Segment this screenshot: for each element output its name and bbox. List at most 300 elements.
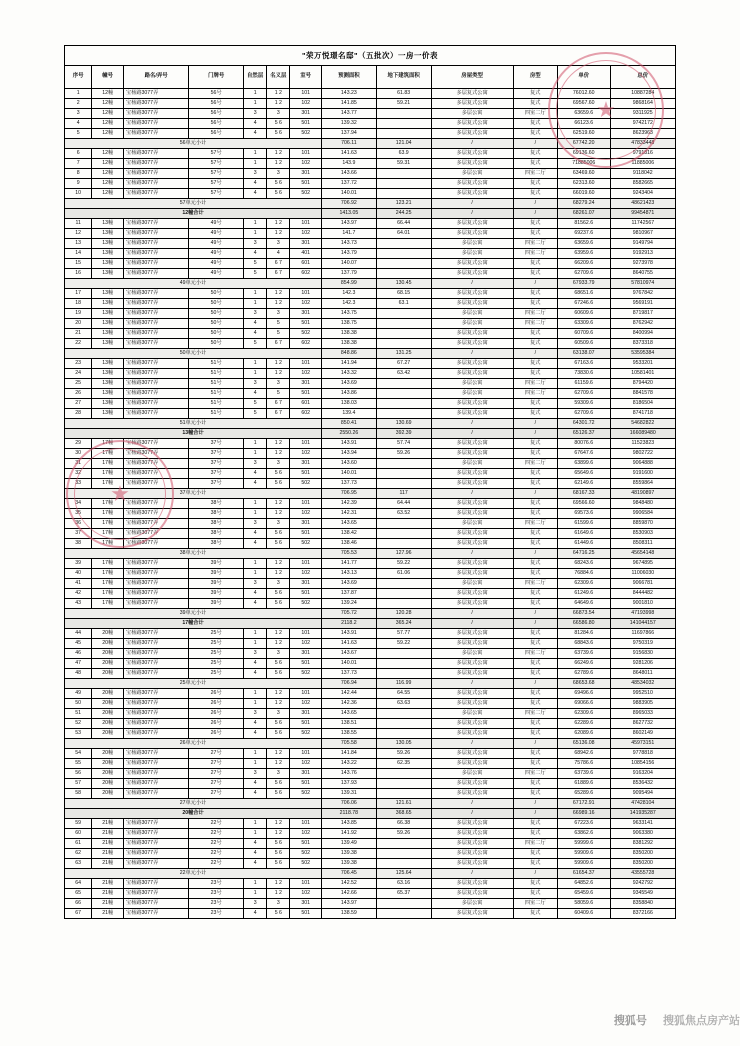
cell-unit-price: 75786.6 xyxy=(557,759,610,769)
subtotal-pre-area: 706.06 xyxy=(321,799,376,809)
cell-total-price: 9156830 xyxy=(610,649,675,659)
cell-unit-price: 67246.6 xyxy=(557,299,610,309)
cell-nominal-floor: 5 6 xyxy=(267,599,290,609)
cell-room: 101 xyxy=(290,879,322,889)
subtotal-underground-area: 123.21 xyxy=(376,199,431,209)
cell-pre-area: 143.65 xyxy=(321,519,376,529)
cell-road: 宝杨路3077弄 xyxy=(123,859,188,869)
cell-unit-price: 61649.6 xyxy=(557,529,610,539)
cell-underground-area xyxy=(376,319,431,329)
cell-building: 17幢 xyxy=(92,529,124,539)
cell-underground-area xyxy=(376,539,431,549)
cell-nominal-floor: 1 2 xyxy=(267,749,290,759)
cell-unit-price: 73830.6 xyxy=(557,369,610,379)
cell-natural-floor: 1 xyxy=(244,89,267,99)
table-row xyxy=(65,719,676,729)
cell-pre-area: 141.92 xyxy=(321,829,376,839)
table-row xyxy=(65,189,676,199)
cell-underground-area xyxy=(376,269,431,279)
cell-layout: 四室二厅 xyxy=(513,169,557,179)
cell-unit-price: 63659.6 xyxy=(557,239,610,249)
cell-natural-floor: 1 xyxy=(244,629,267,639)
cell-house-type: 多层公寓 xyxy=(431,309,513,319)
subtotal-house-type: / xyxy=(431,739,513,749)
cell-door: 37号 xyxy=(189,459,244,469)
table-row xyxy=(65,829,676,839)
table-row xyxy=(65,359,676,369)
cell-nominal-floor: 5 6 xyxy=(267,659,290,669)
cell-door: 27号 xyxy=(189,749,244,759)
cell-layout: 复式 xyxy=(513,469,557,479)
cell-building: 21幢 xyxy=(92,889,124,899)
cell-road: 宝杨路3077弄 xyxy=(123,149,188,159)
cell-unit-price: 62149.6 xyxy=(557,479,610,489)
cell-pre-area: 139.38 xyxy=(321,859,376,869)
cell-building: 17幢 xyxy=(92,569,124,579)
subtotal-unit-price: 68261.07 xyxy=(557,209,610,219)
cell-room: 102 xyxy=(290,569,322,579)
cell-total-price: 8859870 xyxy=(610,519,675,529)
cell-seq: 41 xyxy=(65,579,92,589)
table-row xyxy=(65,449,676,459)
cell-door: 50号 xyxy=(189,319,244,329)
cell-nominal-floor: 1 2 xyxy=(267,629,290,639)
cell-nominal-floor: 1 2 xyxy=(267,569,290,579)
cell-seq: 27 xyxy=(65,399,92,409)
cell-door: 51号 xyxy=(189,409,244,419)
cell-natural-floor: 3 xyxy=(244,169,267,179)
cell-road: 宝杨路3077弄 xyxy=(123,289,188,299)
cell-layout: 复式 xyxy=(513,539,557,549)
cell-pre-area: 138.59 xyxy=(321,909,376,919)
table-row xyxy=(65,329,676,339)
cell-underground-area: 64.44 xyxy=(376,499,431,509)
cell-underground-area: 66.44 xyxy=(376,219,431,229)
cell-seq: 61 xyxy=(65,839,92,849)
cell-building: 21幢 xyxy=(92,829,124,839)
table-row xyxy=(65,169,676,179)
subtotal-total-price: 166089480 xyxy=(610,429,675,439)
cell-natural-floor: 3 xyxy=(244,109,267,119)
unit-subtotal-row xyxy=(65,799,676,809)
cell-house-type: 多层复式公寓 xyxy=(431,819,513,829)
cell-building: 13幢 xyxy=(92,329,124,339)
cell-seq: 35 xyxy=(65,509,92,519)
cell-natural-floor: 4 xyxy=(244,599,267,609)
cell-seq: 56 xyxy=(65,769,92,779)
cell-nominal-floor: 1 2 xyxy=(267,229,290,239)
table-row xyxy=(65,689,676,699)
cell-pre-area: 137.73 xyxy=(321,669,376,679)
table-row xyxy=(65,529,676,539)
cell-underground-area: 59.31 xyxy=(376,159,431,169)
cell-total-price: 9802722 xyxy=(610,449,675,459)
cell-room: 601 xyxy=(290,259,322,269)
cell-house-type: 多层复式公寓 xyxy=(431,759,513,769)
subtotal-layout: / xyxy=(513,209,557,219)
cell-natural-floor: 4 xyxy=(244,669,267,679)
cell-door: 25号 xyxy=(189,649,244,659)
cell-room: 502 xyxy=(290,539,322,549)
cell-underground-area: 59.26 xyxy=(376,749,431,759)
cell-total-price: 9868164 xyxy=(610,99,675,109)
cell-underground-area: 62.35 xyxy=(376,759,431,769)
cell-underground-area xyxy=(376,709,431,719)
cell-layout: 复式 xyxy=(513,129,557,139)
cell-room: 502 xyxy=(290,189,322,199)
cell-underground-area xyxy=(376,579,431,589)
cell-unit-price: 63309.6 xyxy=(557,319,610,329)
cell-door: 23号 xyxy=(189,899,244,909)
cell-underground-area xyxy=(376,649,431,659)
cell-building: 17幢 xyxy=(92,469,124,479)
cell-seq: 38 xyxy=(65,539,92,549)
cell-building: 20幢 xyxy=(92,649,124,659)
cell-seq: 31 xyxy=(65,459,92,469)
cell-building: 13幢 xyxy=(92,369,124,379)
cell-underground-area xyxy=(376,589,431,599)
cell-seq: 44 xyxy=(65,629,92,639)
table-row xyxy=(65,559,676,569)
cell-underground-area xyxy=(376,389,431,399)
cell-unit-price: 68243.6 xyxy=(557,559,610,569)
subtotal-house-type: / xyxy=(431,279,513,289)
table-row xyxy=(65,699,676,709)
cell-house-type: 多层公寓 xyxy=(431,459,513,469)
cell-door: 27号 xyxy=(189,769,244,779)
table-row xyxy=(65,759,676,769)
cell-layout: 复式 xyxy=(513,99,557,109)
cell-road: 宝杨路3077弄 xyxy=(123,659,188,669)
table-row xyxy=(65,269,676,279)
subtotal-unit-price: 68167.33 xyxy=(557,489,610,499)
cell-house-type: 多层复式公寓 xyxy=(431,639,513,649)
cell-nominal-floor: 6 7 xyxy=(267,259,290,269)
cell-door: 50号 xyxy=(189,299,244,309)
cell-nominal-floor: 1 2 xyxy=(267,819,290,829)
cell-nominal-floor: 5 6 xyxy=(267,129,290,139)
cell-pre-area: 143.85 xyxy=(321,819,376,829)
subtotal-house-type: / xyxy=(431,209,513,219)
cell-seq: 53 xyxy=(65,729,92,739)
cell-seq: 28 xyxy=(65,409,92,419)
cell-room: 502 xyxy=(290,849,322,859)
cell-pre-area: 138.75 xyxy=(321,319,376,329)
cell-unit-price: 66249.6 xyxy=(557,659,610,669)
cell-building: 20幢 xyxy=(92,629,124,639)
cell-house-type: 多层公寓 xyxy=(431,899,513,909)
official-seal-left: ★ xyxy=(66,440,174,548)
subtotal-underground-area: 127.96 xyxy=(376,549,431,559)
cell-natural-floor: 4 xyxy=(244,909,267,919)
cell-house-type: 多层公寓 xyxy=(431,109,513,119)
cell-room: 401 xyxy=(290,249,322,259)
subtotal-pre-area: 2118.78 xyxy=(321,809,376,819)
cell-unit-price: 62789.6 xyxy=(557,669,610,679)
cell-underground-area xyxy=(376,789,431,799)
cell-nominal-floor: 1 2 xyxy=(267,149,290,159)
subtotal-unit-price: 65126.37 xyxy=(557,429,610,439)
subtotal-layout: / xyxy=(513,609,557,619)
subtotal-unit-price: 63138.07 xyxy=(557,349,610,359)
cell-room: 102 xyxy=(290,229,322,239)
cell-house-type: 多层复式公寓 xyxy=(431,99,513,109)
cell-house-type: 多层复式公寓 xyxy=(431,529,513,539)
cell-underground-area: 59.22 xyxy=(376,639,431,649)
cell-layout: 四室二厅 xyxy=(513,709,557,719)
cell-nominal-floor: 3 xyxy=(267,379,290,389)
cell-nominal-floor: 5 xyxy=(267,319,290,329)
cell-road: 宝杨路3077弄 xyxy=(123,369,188,379)
cell-nominal-floor: 5 6 xyxy=(267,859,290,869)
cell-underground-area xyxy=(376,529,431,539)
cell-natural-floor: 3 xyxy=(244,579,267,589)
cell-unit-price: 61249.6 xyxy=(557,589,610,599)
cell-underground-area: 63.52 xyxy=(376,509,431,519)
cell-total-price: 9064888 xyxy=(610,459,675,469)
cell-road: 宝杨路3077弄 xyxy=(123,459,188,469)
cell-underground-area xyxy=(376,899,431,909)
subtotal-label: 12幢合计 xyxy=(65,209,322,219)
cell-natural-floor: 1 xyxy=(244,879,267,889)
table-row xyxy=(65,839,676,849)
cell-total-price: 9767842 xyxy=(610,289,675,299)
cell-layout: 复式 xyxy=(513,569,557,579)
cell-room: 101 xyxy=(290,149,322,159)
cell-room: 102 xyxy=(290,299,322,309)
cell-house-type: 多层公寓 xyxy=(431,239,513,249)
cell-building: 20幢 xyxy=(92,659,124,669)
table-header xyxy=(65,66,676,89)
cell-total-price: 8530903 xyxy=(610,529,675,539)
sheet-title: "荣万悦璟名邸"（五批次）一房一价表 xyxy=(64,45,676,65)
cell-road: 宝杨路3077弄 xyxy=(123,579,188,589)
cell-pre-area: 143.94 xyxy=(321,449,376,459)
cell-house-type: 多层复式公寓 xyxy=(431,719,513,729)
table-row xyxy=(65,589,676,599)
cell-layout: 四室二厅 xyxy=(513,239,557,249)
cell-door: 37号 xyxy=(189,479,244,489)
cell-room: 102 xyxy=(290,369,322,379)
cell-nominal-floor: 5 6 xyxy=(267,469,290,479)
subtotal-total-price: 47428104 xyxy=(610,799,675,809)
cell-unit-price: 76012.60 xyxy=(557,89,610,99)
cell-room: 501 xyxy=(290,839,322,849)
subtotal-pre-area: 705.72 xyxy=(321,609,376,619)
cell-road: 宝杨路3077弄 xyxy=(123,879,188,889)
cell-house-type: 多层复式公寓 xyxy=(431,119,513,129)
cell-room: 102 xyxy=(290,759,322,769)
cell-building: 20幢 xyxy=(92,789,124,799)
cell-building: 20幢 xyxy=(92,639,124,649)
col-house-type: 房屋类型 xyxy=(431,66,513,89)
cell-seq: 1 xyxy=(65,89,92,99)
cell-door: 56号 xyxy=(189,129,244,139)
cell-unit-price: 63739.6 xyxy=(557,769,610,779)
cell-total-price: 10887284 xyxy=(610,89,675,99)
cell-natural-floor: 4 xyxy=(244,589,267,599)
cell-unit-price: 67223.6 xyxy=(557,819,610,829)
cell-natural-floor: 3 xyxy=(244,899,267,909)
cell-pre-area: 142.36 xyxy=(321,699,376,709)
cell-house-type: 多层复式公寓 xyxy=(431,909,513,919)
subtotal-underground-area: 130.69 xyxy=(376,419,431,429)
cell-seq: 45 xyxy=(65,639,92,649)
cell-total-price: 9118042 xyxy=(610,169,675,179)
cell-pre-area: 137.73 xyxy=(321,479,376,489)
cell-road: 宝杨路3077弄 xyxy=(123,759,188,769)
cell-natural-floor: 1 xyxy=(244,559,267,569)
cell-nominal-floor: 4 xyxy=(267,249,290,259)
cell-natural-floor: 4 xyxy=(244,319,267,329)
cell-road: 宝杨路3077弄 xyxy=(123,219,188,229)
cell-layout: 复式 xyxy=(513,729,557,739)
table-row xyxy=(65,579,676,589)
cell-door: 37号 xyxy=(189,469,244,479)
cell-unit-price: 59309.6 xyxy=(557,399,610,409)
cell-layout: 四室二厅 xyxy=(513,109,557,119)
cell-natural-floor: 5 xyxy=(244,339,267,349)
cell-underground-area: 63.42 xyxy=(376,369,431,379)
cell-building: 21幢 xyxy=(92,859,124,869)
cell-road: 宝杨路3077弄 xyxy=(123,519,188,529)
cell-house-type: 多层复式公寓 xyxy=(431,839,513,849)
cell-nominal-floor: 1 2 xyxy=(267,439,290,449)
subtotal-layout: / xyxy=(513,279,557,289)
cell-layout: 复式 xyxy=(513,159,557,169)
cell-seq: 37 xyxy=(65,529,92,539)
cell-layout: 复式 xyxy=(513,819,557,829)
cell-layout: 复式 xyxy=(513,369,557,379)
cell-total-price: 9001810 xyxy=(610,599,675,609)
cell-unit-price: 64649.6 xyxy=(557,599,610,609)
subtotal-label: 57单元小计 xyxy=(65,199,322,209)
cell-seq: 34 xyxy=(65,499,92,509)
cell-room: 102 xyxy=(290,639,322,649)
cell-seq: 54 xyxy=(65,749,92,759)
cell-door: 51号 xyxy=(189,399,244,409)
cell-unit-price: 63862.6 xyxy=(557,829,610,839)
cell-house-type: 多层复式公寓 xyxy=(431,89,513,99)
cell-door: 57号 xyxy=(189,159,244,169)
cell-underground-area xyxy=(376,119,431,129)
cell-underground-area xyxy=(376,249,431,259)
cell-pre-area: 138.38 xyxy=(321,329,376,339)
cell-room: 301 xyxy=(290,899,322,909)
cell-nominal-floor: 5 6 xyxy=(267,589,290,599)
table-row xyxy=(65,459,676,469)
cell-total-price: 9906584 xyxy=(610,509,675,519)
cell-pre-area: 143.73 xyxy=(321,239,376,249)
cell-natural-floor: 4 xyxy=(244,789,267,799)
cell-nominal-floor: 1 2 xyxy=(267,499,290,509)
cell-underground-area: 59.26 xyxy=(376,449,431,459)
cell-nominal-floor: 6 7 xyxy=(267,399,290,409)
table-row xyxy=(65,219,676,229)
cell-layout: 复式 xyxy=(513,269,557,279)
cell-layout: 四室二厅 xyxy=(513,319,557,329)
subtotal-label: 38单元小计 xyxy=(65,549,322,559)
cell-unit-price: 69573.6 xyxy=(557,509,610,519)
cell-room: 101 xyxy=(290,219,322,229)
cell-road: 宝杨路3077弄 xyxy=(123,719,188,729)
cell-seq: 60 xyxy=(65,829,92,839)
cell-layout: 复式 xyxy=(513,719,557,729)
cell-natural-floor: 1 xyxy=(244,889,267,899)
cell-house-type: 多层复式公寓 xyxy=(431,409,513,419)
cell-nominal-floor: 1 2 xyxy=(267,689,290,699)
cell-house-type: 多层复式公寓 xyxy=(431,179,513,189)
cell-road: 宝杨路3077弄 xyxy=(123,189,188,199)
cell-total-price: 8350200 xyxy=(610,849,675,859)
table-row xyxy=(65,629,676,639)
cell-door: 26号 xyxy=(189,729,244,739)
subtotal-total-price: 141044157 xyxy=(610,619,675,629)
cell-nominal-floor: 3 xyxy=(267,239,290,249)
cell-building: 13幢 xyxy=(92,359,124,369)
cell-building: 13幢 xyxy=(92,409,124,419)
cell-natural-floor: 5 xyxy=(244,409,267,419)
cell-layout: 复式 xyxy=(513,449,557,459)
cell-nominal-floor: 1 2 xyxy=(267,879,290,889)
cell-road: 宝杨路3077弄 xyxy=(123,479,188,489)
cell-road: 宝杨路3077弄 xyxy=(123,529,188,539)
cell-pre-area: 139.38 xyxy=(321,849,376,859)
cell-underground-area xyxy=(376,909,431,919)
cell-layout: 复式 xyxy=(513,219,557,229)
cell-nominal-floor: 1 2 xyxy=(267,369,290,379)
subtotal-total-price: 54682822 xyxy=(610,419,675,429)
header-row xyxy=(65,66,676,89)
cell-layout: 复式 xyxy=(513,829,557,839)
cell-pre-area: 143.60 xyxy=(321,459,376,469)
building-total-row xyxy=(65,619,676,629)
cell-building: 21幢 xyxy=(92,849,124,859)
cell-room: 101 xyxy=(290,749,322,759)
cell-pre-area: 142.3 xyxy=(321,289,376,299)
cell-layout: 四室二厅 xyxy=(513,389,557,399)
cell-door: 37号 xyxy=(189,449,244,459)
subtotal-underground-area: 244.25 xyxy=(376,209,431,219)
subtotal-underground-area: 117 xyxy=(376,489,431,499)
subtotal-total-price: 45654148 xyxy=(610,549,675,559)
subtotal-pre-area: 706.11 xyxy=(321,139,376,149)
subtotal-label: 39单元小计 xyxy=(65,609,322,619)
cell-underground-area xyxy=(376,459,431,469)
cell-room: 601 xyxy=(290,399,322,409)
cell-building: 17幢 xyxy=(92,509,124,519)
cell-room: 102 xyxy=(290,509,322,519)
cell-total-price: 9742172 xyxy=(610,119,675,129)
cell-building: 20幢 xyxy=(92,759,124,769)
cell-underground-area xyxy=(376,189,431,199)
subtotal-house-type: / xyxy=(431,679,513,689)
subtotal-label: 26单元小计 xyxy=(65,739,322,749)
cell-nominal-floor: 5 6 xyxy=(267,539,290,549)
cell-unit-price: 62309.6 xyxy=(557,709,610,719)
cell-room: 102 xyxy=(290,889,322,899)
cell-underground-area: 63.9 xyxy=(376,149,431,159)
cell-nominal-floor: 1 2 xyxy=(267,829,290,839)
cell-building: 12幢 xyxy=(92,89,124,99)
cell-pre-area: 143.91 xyxy=(321,439,376,449)
cell-seq: 16 xyxy=(65,269,92,279)
cell-building: 17幢 xyxy=(92,439,124,449)
cell-pre-area: 142.39 xyxy=(321,499,376,509)
subtotal-pre-area: 850.41 xyxy=(321,419,376,429)
cell-unit-price: 68942.6 xyxy=(557,749,610,759)
cell-house-type: 多层复式公寓 xyxy=(431,559,513,569)
